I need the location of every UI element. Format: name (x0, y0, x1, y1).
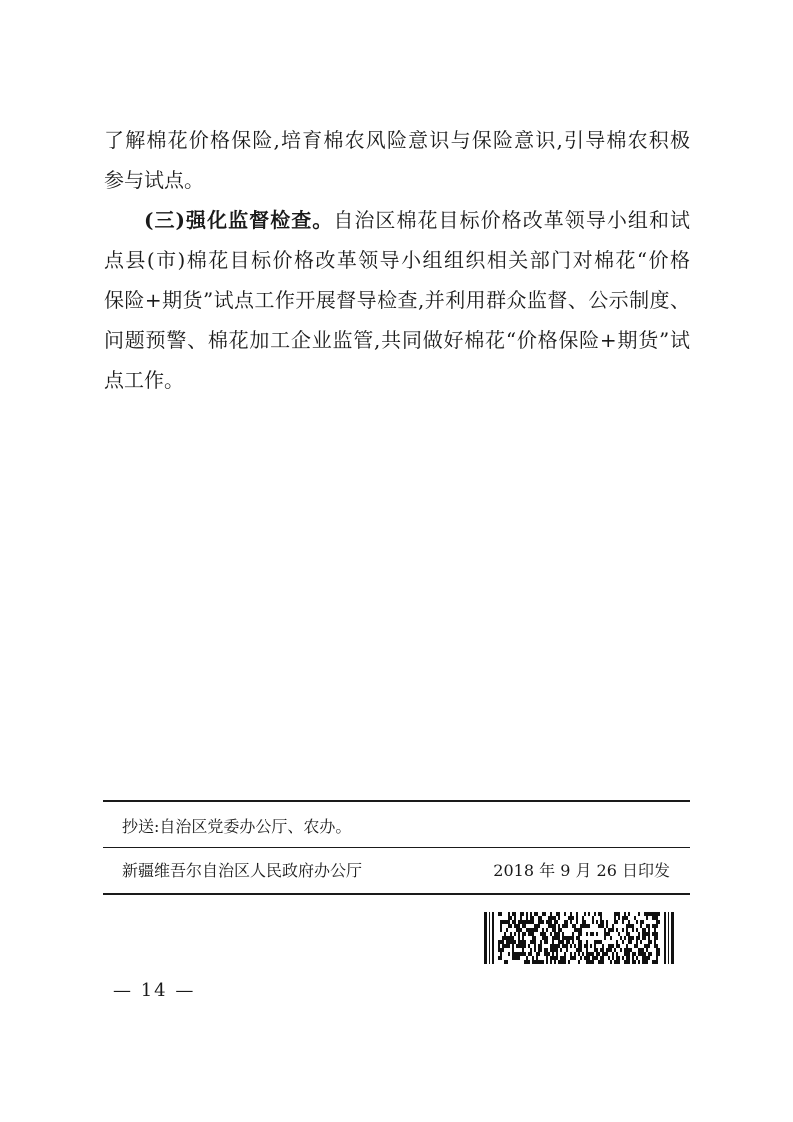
issuing-office: 新疆维吾尔自治区人民政府办公厅 (122, 861, 363, 880)
footer-top-rule (103, 800, 690, 802)
section-3-lead-text: 自治区棉花目标价格改革领导小组和试 (333, 208, 690, 232)
body-line-7: 点工作。 (104, 368, 184, 392)
section-3-first-line (144, 208, 690, 232)
page-number: — 14 — (113, 980, 196, 1001)
section-3-heading: (三)强化监督检查。 (144, 208, 334, 232)
footer-bottom-rule (103, 893, 690, 895)
cc-recipients: 抄送:自治区党委办公厅、农办。 (122, 817, 352, 836)
issue-date: 2018 年 9 月 26 日印发 (493, 861, 670, 880)
body-line-5: 保险+期货”试点工作开展督导检查,并利用群众监督、公示制度、 (104, 288, 690, 312)
document-barcode (484, 912, 674, 964)
body-line-1: 了解棉花价格保险,培育棉农风险意识与保险意识,引导棉农积极 (104, 128, 690, 152)
body-line-2: 参与试点。 (104, 168, 204, 192)
body-line-4: 点县(市)棉花目标价格改革领导小组组织相关部门对棉花“价格 (104, 248, 690, 272)
body-line-6: 问题预警、棉花加工企业监管,共同做好棉花“价格保险+期货”试 (104, 328, 690, 352)
footer-middle-rule (103, 847, 690, 848)
